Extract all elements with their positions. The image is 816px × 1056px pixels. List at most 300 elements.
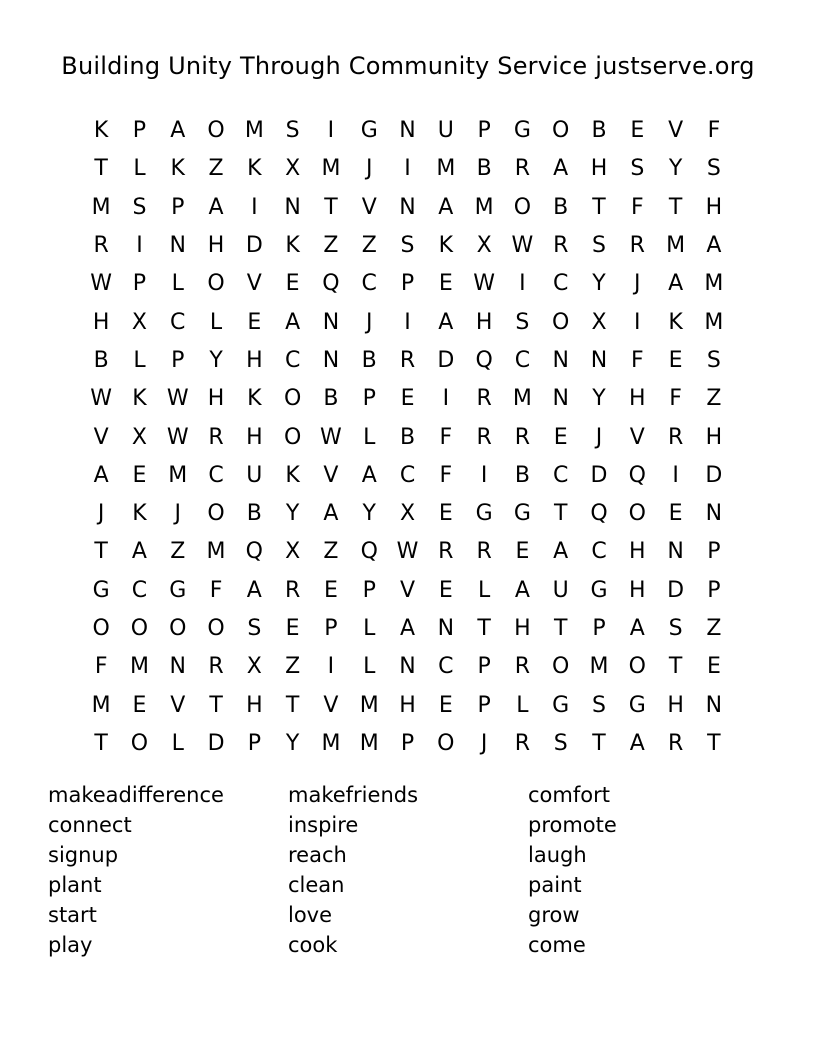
grid-letter: G [552,692,570,718]
grid-letter: D [667,577,685,603]
grid-letter: O [552,309,570,335]
grid-letter: S [592,692,606,718]
grid-letter: O [513,194,532,220]
grid-letter: W [166,386,189,412]
grid-letter: S [706,156,721,182]
word-list-item: makeadifference [48,783,224,807]
grid-letter: W [166,424,189,450]
grid-letter: E [515,539,530,565]
grid-letter: F [209,577,223,603]
grid-letter: O [437,730,455,756]
grid-letter: P [171,347,185,373]
grid-letter: S [400,233,415,259]
grid-letter: N [667,539,684,565]
grid-letter: J [634,271,641,297]
grid-letter: A [629,616,645,641]
grid-letter: W [90,271,113,297]
grid-letter: A [131,539,147,565]
grid-letter: I [480,462,488,488]
word-list-item: connect [48,813,132,837]
grid-letter: B [553,194,569,220]
grid-letter: O [628,501,646,527]
grid-letter: T [94,730,108,756]
grid-letter: P [707,577,721,603]
grid-letter: R [514,424,531,450]
grid-letter: E [438,501,453,527]
grid-letter: H [667,692,684,718]
grid-letter: Y [285,730,300,756]
grid-letter: N [552,347,569,373]
grid-letter: R [208,654,224,680]
grid-letter: T [324,194,338,220]
grid-letter: V [170,692,186,718]
word-list-item: grow [528,903,580,927]
grid-letter: K [93,118,109,144]
grid-letter: E [285,616,300,641]
grid-letter: V [93,424,109,450]
grid-letter: L [363,654,376,680]
grid-letter: A [668,271,684,297]
grid-letter: H [514,616,531,641]
grid-letter: A [706,233,722,259]
grid-letter: R [553,233,569,259]
grid-letter: O [628,654,646,680]
grid-letter: V [629,424,645,450]
grid-letter: I [404,309,411,335]
grid-letter: L [133,156,146,182]
grid-letter: H [92,309,110,335]
grid-letter: T [553,616,568,641]
grid-letter: A [553,156,569,182]
grid-letter: K [247,386,262,412]
grid-letter: D [705,462,723,488]
grid-letter: M [359,730,379,756]
grid-letter: I [634,309,641,335]
grid-letter: J [595,424,603,450]
grid-letter: X [285,539,301,565]
grid-letter: S [668,616,683,641]
word-list-item: signup [48,843,119,867]
grid-letter: K [285,462,300,488]
grid-letter: X [131,309,147,335]
grid-letter: G [513,501,531,527]
grid-letter: F [630,347,644,373]
grid-letter: A [170,118,186,144]
grid-letter: K [438,233,454,259]
grid-letter: T [592,194,606,220]
grid-letter: F [439,424,453,450]
grid-letter: P [247,730,261,756]
grid-letter: B [591,118,607,144]
grid-letter: G [628,692,646,718]
grid-letter: K [132,501,147,527]
grid-letter: L [477,577,491,603]
grid-letter: X [131,424,147,450]
grid-letter: W [320,424,342,450]
grid-letter: V [246,271,262,297]
grid-letter: S [553,730,568,756]
grid-letter: C [170,309,186,335]
grid-letter: Q [322,271,340,297]
word-list-item: play [48,933,93,957]
grid-letter: X [399,501,416,527]
grid-letter: E [630,118,645,144]
grid-letter: I [136,233,143,259]
grid-letter: E [438,692,453,718]
grid-letter: G [590,577,608,603]
grid-letter: T [209,692,223,718]
grid-letter: B [361,347,377,373]
grid-letter: L [133,347,146,373]
grid-letter: E [132,462,147,488]
grid-letter: R [667,730,684,756]
grid-letter: L [171,271,184,297]
grid-letter: L [171,730,184,756]
grid-letter: K [668,309,683,335]
grid-letter: T [477,616,491,641]
grid-letter: B [93,347,109,373]
grid-letter: T [707,730,721,756]
grid-letter: N [322,309,340,335]
grid-letter: T [94,539,108,565]
grid-letter: Y [362,501,376,527]
grid-letter: X [285,156,301,182]
grid-letter: C [399,462,416,488]
grid-letter: M [704,271,724,297]
grid-letter: L [363,424,376,450]
grid-letter: D [245,233,263,259]
grid-letter: L [363,616,376,641]
grid-letter: N [399,194,416,220]
grid-letter: Y [209,347,223,373]
grid-letter: E [323,577,338,603]
grid-letter: V [323,462,339,488]
grid-letter: O [283,386,302,412]
grid-letter: E [438,271,453,297]
grid-letter: S [592,233,606,259]
grid-letter: E [553,424,568,450]
grid-letter: M [359,692,379,718]
grid-letter: E [400,386,415,412]
grid-letter: A [208,194,224,220]
grid-letter: M [91,692,111,718]
grid-letter: T [668,654,683,680]
grid-letter: V [668,118,684,144]
grid-letter: A [323,501,339,527]
word-list-item: makefriends [288,783,419,807]
grid-letter: H [590,156,608,182]
grid-letter: R [667,424,684,450]
grid-letter: U [552,577,569,603]
grid-letter: H [629,386,646,412]
grid-letter: W [473,271,495,297]
grid-letter: C [514,347,531,373]
grid-letter: P [477,692,491,718]
grid-letter: R [514,156,531,182]
grid-letter: G [475,501,493,527]
puzzle-title: Building Unity Through Community Service justserve.org [61,52,755,80]
grid-letter: K [170,156,185,182]
grid-letter: F [669,386,682,412]
grid-letter: B [399,424,416,450]
grid-letter: M [704,309,724,335]
grid-letter: I [519,271,526,297]
grid-letter: O [283,424,302,450]
grid-letter: T [592,730,606,756]
grid-letter: M [474,194,494,220]
grid-letter: N [705,692,723,718]
grid-letter: F [439,462,453,488]
grid-letter: R [514,730,531,756]
grid-letter: P [400,271,415,297]
grid-letter: G [92,577,110,603]
grid-letter: N [284,194,301,220]
grid-letter: V [323,692,339,718]
word-list-item: cook [288,933,338,957]
grid-letter: A [399,616,416,641]
grid-letter: G [360,118,378,144]
grid-letter: E [706,654,721,680]
grid-letter: B [323,386,339,412]
word-list-item: paint [528,873,582,897]
grid-letter: Z [285,654,301,680]
word-list-item: start [48,903,97,927]
grid-letter: M [129,654,149,680]
grid-letter: A [514,577,530,603]
word-list-item: come [528,933,586,957]
grid-letter: O [207,501,225,527]
grid-letter: C [208,462,224,488]
grid-letter: H [246,424,263,450]
grid-letter: F [630,194,644,220]
grid-letter: R [284,577,301,603]
grid-letter: P [707,539,721,565]
grid-letter: N [169,233,186,259]
word-list-item: inspire [288,813,359,837]
grid-letter: T [553,501,568,527]
grid-letter: W [396,539,419,565]
grid-letter: H [629,539,646,565]
grid-letter: H [475,309,493,335]
grid-letter: X [246,654,262,680]
grid-letter: T [94,156,108,182]
grid-letter: N [705,501,723,527]
grid-letter: N [322,347,340,373]
grid-letter: M [206,539,226,565]
grid-letter: A [93,462,109,488]
grid-letter: D [207,730,225,756]
grid-letter: Y [668,156,683,182]
grid-letter: N [590,347,608,373]
word-list-item: clean [288,873,345,897]
grid-letter: R [629,233,645,259]
grid-letter: V [399,577,416,603]
grid-letter: I [327,118,335,144]
grid-letter: C [284,347,301,373]
grid-letter: U [437,118,454,144]
grid-letter: O [207,118,225,144]
grid-letter: N [399,118,416,144]
grid-letter: S [132,194,147,220]
grid-letter: T [285,692,300,718]
grid-letter: H [207,386,225,412]
grid-letter: Z [706,616,722,641]
word-list-item: love [288,903,333,927]
grid-letter: M [436,156,456,182]
grid-letter: P [362,386,376,412]
grid-letter: O [92,616,110,641]
grid-letter: L [516,692,529,718]
word-list-item: promote [528,813,617,837]
grid-letter: N [552,386,569,412]
grid-letter: M [168,462,188,488]
grid-letter: A [438,309,454,335]
grid-letter: A [629,730,645,756]
word-list-item: plant [48,873,102,897]
grid-letter: F [707,118,721,144]
grid-letter: O [130,616,149,641]
grid-letter: H [207,233,225,259]
grid-letter: O [552,118,570,144]
grid-letter: J [174,501,181,527]
grid-letter: K [247,156,262,182]
grid-letter: H [705,194,723,220]
grid-letter: R [93,233,109,259]
grid-letter: Q [245,539,263,565]
grid-letter: R [438,539,454,565]
grid-letter: R [476,539,492,565]
grid-letter: E [285,271,300,297]
grid-letter: G [169,577,187,603]
grid-letter: X [476,233,492,259]
grid-letter: Q [628,462,646,488]
grid-letter: P [171,194,185,220]
grid-letter: C [361,271,377,297]
grid-letter: I [327,654,335,680]
grid-letter: C [553,462,569,488]
grid-letter: Q [475,347,493,373]
grid-letter: E [668,501,683,527]
grid-letter: P [362,577,376,603]
grid-letter: X [591,309,607,335]
grid-letter: E [247,309,262,335]
grid-letter: L [209,309,223,335]
grid-letter: A [361,462,377,488]
grid-letter: O [207,271,225,297]
grid-letter: A [246,577,262,603]
grid-letter: E [132,692,147,718]
grid-letter: M [91,194,111,220]
grid-letter: S [515,309,530,335]
grid-letter: M [666,233,686,259]
grid-letter: Z [170,539,186,565]
grid-letter: M [244,118,264,144]
grid-letter: H [399,692,416,718]
grid-letter: R [399,347,416,373]
grid-letter: Q [590,501,608,527]
grid-letter: R [208,424,224,450]
grid-letter: S [285,118,300,144]
grid-letter: W [90,386,113,412]
grid-letter: C [438,654,454,680]
grid-letter: P [477,118,491,144]
grid-letter: Z [361,233,377,259]
grid-letter: P [132,118,147,144]
grid-letter: K [285,233,300,259]
grid-letter: I [404,156,411,182]
grid-letter: B [476,156,492,182]
grid-letter: Y [285,501,300,527]
grid-letter: A [553,539,569,565]
grid-letter: U [246,462,263,488]
grid-letter: B [246,501,262,527]
grid-letter: C [591,539,607,565]
grid-letter: R [476,386,492,412]
grid-letter: H [629,577,646,603]
grid-letter: I [251,194,258,220]
grid-letter: E [438,577,453,603]
word-list-item: comfort [528,783,610,807]
grid-letter: M [321,730,341,756]
grid-letter: I [672,462,679,488]
grid-letter: O [207,616,225,641]
grid-letter: N [169,654,186,680]
grid-letter: T [668,194,683,220]
grid-letter: J [365,156,373,182]
grid-letter: H [246,692,263,718]
grid-letter: P [324,616,338,641]
grid-letter: P [132,271,147,297]
grid-letter: D [437,347,455,373]
grid-letter: P [477,654,491,680]
grid-letter: F [94,654,108,680]
grid-letter: V [361,194,377,220]
grid-letter: J [365,309,373,335]
grid-letter: Y [592,271,606,297]
grid-letter: C [553,271,569,297]
grid-letter: O [169,616,187,641]
word-list [48,780,768,960]
grid-letter: G [513,118,531,144]
grid-letter: B [514,462,530,488]
letter-grid [82,112,733,763]
word-list-item: laugh [528,843,587,867]
grid-letter: N [399,654,416,680]
grid-letter: D [590,462,608,488]
grid-letter: A [438,194,454,220]
grid-letter: O [130,730,149,756]
grid-letter: Z [323,539,339,565]
grid-letter: M [512,386,532,412]
grid-letter: Z [706,386,722,412]
grid-letter: H [705,424,723,450]
grid-letter: M [589,654,609,680]
grid-letter: Y [592,386,606,412]
grid-letter: R [514,654,531,680]
grid-letter: J [480,730,488,756]
grid-letter: S [706,347,721,373]
grid-letter: I [442,386,450,412]
grid-letter: Z [323,233,339,259]
grid-letter: K [132,386,147,412]
grid-letter: M [321,156,341,182]
grid-letter: Q [360,539,378,565]
grid-letter: P [592,616,606,641]
grid-letter: O [552,654,570,680]
grid-letter: E [668,347,683,373]
grid-letter: R [476,424,492,450]
grid-letter: N [437,616,455,641]
